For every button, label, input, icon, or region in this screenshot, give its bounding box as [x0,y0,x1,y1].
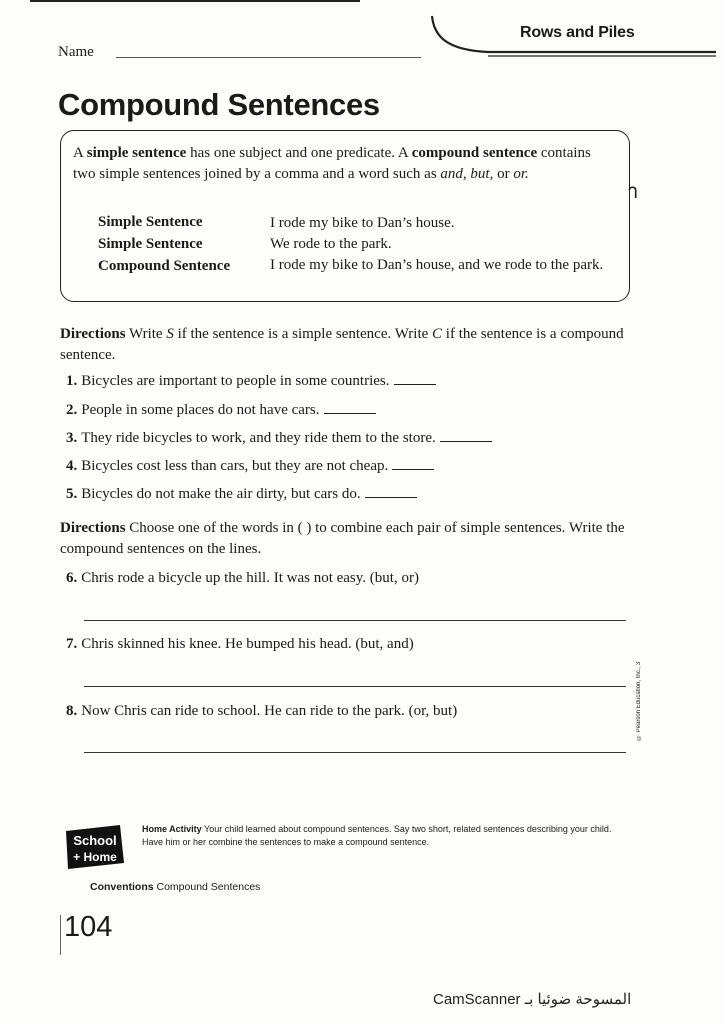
answer-line-7[interactable] [84,686,626,687]
example-text: I rode my bike to Dan’s house. [270,215,455,231]
answer-blank-1[interactable] [394,375,436,385]
page-title: Compound Sentences [58,87,380,122]
logo-text-home: + Home [73,850,117,864]
copyright-notice: © Pearson Education, Inc., 3 [636,661,642,740]
example-text: I rode my bike to Dan’s house, and we rode to the park. [270,257,604,273]
example-label: Simple Sentence [98,214,203,230]
camscanner-watermark: CamScanner المسوحة ضوئيا بـ [433,991,632,1008]
answer-line-6[interactable] [84,620,626,621]
question-8: 8. Now Chris can ride to school. He can ride to the park. (or, but) [66,703,458,719]
handwritten-mark: ᒉ [628,185,639,202]
name-label: Name [58,44,94,60]
logo-text-school: School [73,833,117,848]
term-simple-sentence: simple sentence [86,145,187,161]
definition-text: A simple sentence has one subject and one predicate. A compound sentence contains two simple sentences joined by a comma and a word such as and, but, or or. [73,145,591,182]
conventions-footer: Conventions Compound Sentences [90,881,261,893]
term-compound-sentence: compound sentence [411,145,538,161]
example-label: Simple Sentence [98,236,203,252]
question-2: 2. People in some places do not have cars. [66,402,376,419]
answer-blank-3[interactable] [440,432,492,442]
top-rule [30,0,360,2]
question-7: 7. Chris skinned his knee. He bumped his head. (but, and) [66,636,414,652]
directions-2: Directions Choose one of the words in ( ) to combine each pair of simple sentences. Write the compound sentences on the lines. [60,520,625,557]
answer-blank-5[interactable] [365,488,417,498]
answer-blank-4[interactable] [392,460,434,470]
question-3: 3. They ride bicycles to work, and they ride them to the store. [66,430,492,447]
answer-line-8[interactable] [84,752,626,753]
question-6: 6. Chris rode a bicycle up the hill. It was not easy. (but, or) [66,570,419,586]
margin-mark [60,915,61,955]
school-home-logo [62,823,126,871]
example-text: We rode to the park. [270,236,392,252]
unit-title: Rows and Piles [520,24,635,41]
question-5: 5. Bicycles do not make the air dirty, but cars do. [66,486,417,503]
home-activity-note: Home Activity Your child learned about compound sentences. Say two short, related sentences describing your child. Have him or her combine the sentences to make a compound sentence. [142,824,612,847]
example-label: Compound Sentence [98,258,231,274]
name-input-line[interactable] [116,57,421,58]
question-4: 4. Bicycles cost less than cars, but they are not cheap. [66,458,434,475]
page-number: 104 [64,911,113,943]
directions-1: Directions Write S if the sentence is a simple sentence. Write C if the sentence is a compound sentence. [60,326,624,363]
question-1: 1. Bicycles are important to people in some countries. [66,373,436,390]
answer-blank-2[interactable] [324,404,376,414]
